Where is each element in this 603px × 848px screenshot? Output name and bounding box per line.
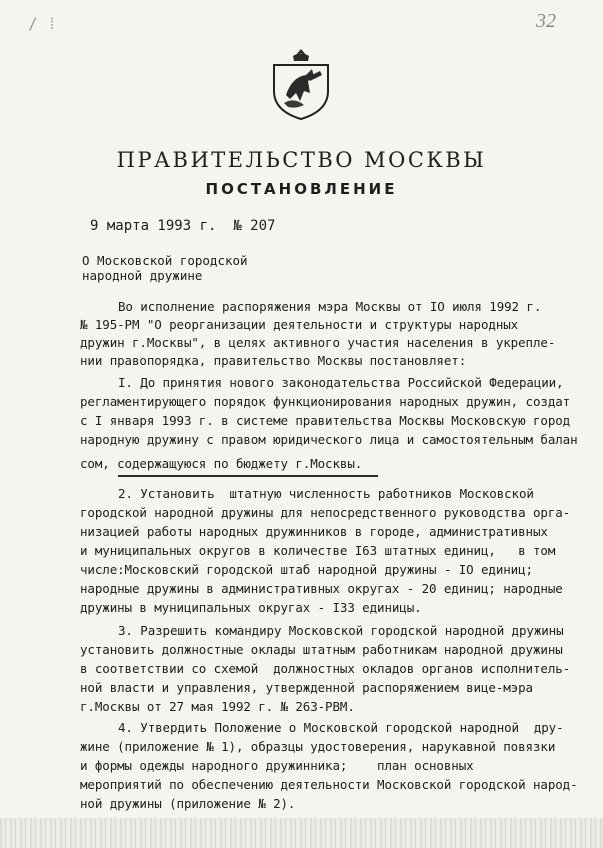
- body-line: Во исполнение распоряжения мэра Москвы от IO июля 1992 г.: [118, 299, 542, 314]
- body-line: числе:Московский городской штаб народной дружины - IO единиц;: [80, 562, 533, 577]
- date-and-number: 9 марта 1993 г. № 207: [90, 218, 276, 234]
- body-line: городской народной дружины для непосредственного руководства орга-: [80, 505, 571, 520]
- handwritten-underline: [118, 475, 378, 477]
- moscow-coat-of-arms-icon: [270, 47, 332, 121]
- body-line: № 195-РМ "О реорганизации деятельности и структуры народных: [80, 317, 519, 332]
- body-line: регламентирующего порядок функционирования народных дружин, создат: [80, 394, 571, 409]
- document-title: ПРАВИТЕЛЬСТВО МОСКВЫ: [116, 148, 487, 172]
- body-line: 3. Разрешить командиру Московской городской народной дружины: [118, 623, 564, 638]
- body-line: и муниципальных округов в количестве I63 штатных единиц, в том: [80, 543, 556, 558]
- body-line: ной дружины (приложение № 2).: [80, 796, 296, 811]
- body-line: и формы одежды народного дружинника; план основных: [80, 758, 474, 773]
- body-line: 2. Установить штатную численность работников Московской: [118, 486, 534, 501]
- subject-line-1: О Московской городской: [82, 253, 248, 268]
- body-line: установить должностные оклады штатным работникам народной дружины: [80, 642, 563, 657]
- document-type: ПОСТАНОВЛЕНИЕ: [205, 180, 398, 198]
- body-line: I. До принятия нового законодательства Российской Федерации,: [118, 375, 564, 390]
- body-line: дружин г.Москвы", в целях активного участия населения в укрепле-: [80, 335, 556, 350]
- body-line: нии правопорядка, правительство Москвы постановляет:: [80, 353, 467, 368]
- body-line: дружины в муниципальных округах - I33 единицы.: [80, 600, 422, 615]
- body-line: сом, содержащуюся по бюджету г.Москвы.: [80, 456, 363, 471]
- body-line: народную дружину с правом юридического лица и самостоятельным балан: [80, 432, 578, 447]
- body-line: народные дружины в административных округах - 20 единиц; народные: [80, 581, 563, 596]
- subject-line-2: народной дружине: [82, 268, 203, 283]
- page-number: 32: [536, 10, 556, 32]
- body-line: с I января 1993 г. в системе правительства Москвы Московскую город: [80, 413, 571, 428]
- corner-mark: / ⁞: [28, 14, 57, 33]
- body-line: мероприятий по обеспечению деятельности Московской городской народ-: [80, 777, 578, 792]
- body-line: 4. Утвердить Положение о Московской городской народной дру-: [118, 720, 564, 735]
- body-line: ной власти и управления, утвержденной распоряжением вице-мэра: [80, 680, 533, 695]
- body-line: жине (приложение № 1), образцы удостоверения, нарукавной повязки: [80, 739, 556, 754]
- scan-noise-strip: [0, 818, 603, 848]
- body-line: низацией работы народных дружинников в городе, административных: [80, 524, 548, 539]
- body-line: в соответствии со схемой должностных окладов органов исполнитель-: [80, 661, 571, 676]
- body-line: г.Москвы от 27 мая 1992 г. № 263-РВМ.: [80, 699, 355, 714]
